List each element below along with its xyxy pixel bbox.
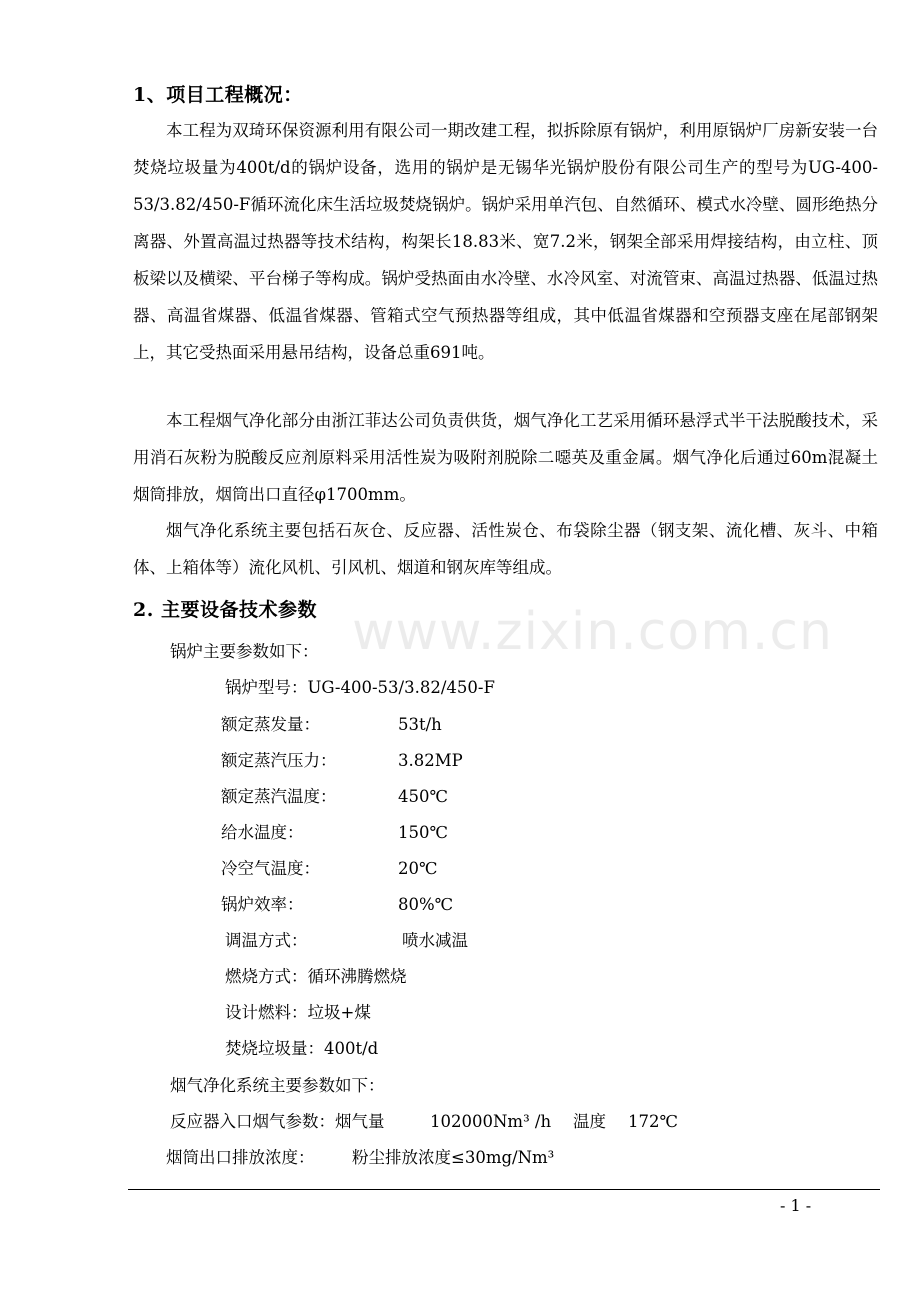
param-label: 调温方式： (225, 931, 308, 950)
boiler-model: 锅炉型号：UG-400-53/3.82/450-F (225, 678, 495, 697)
param-value: 20℃ (398, 859, 438, 878)
section-2-heading: 2. 主要设备技术参数 (133, 599, 317, 621)
param-value: 450℃ (398, 787, 448, 806)
param-label: 锅炉效率： (221, 895, 304, 914)
reactor-temp-label: 温度 (573, 1112, 606, 1131)
param-label: 给水温度： (221, 823, 304, 842)
param-value: 喷水减温 (402, 931, 468, 950)
param-label: 额定蒸汽温度： (221, 787, 337, 806)
reactor-label: 反应器入口烟气参数：烟气量 (170, 1112, 385, 1131)
param-value: 80%℃ (398, 895, 454, 914)
section-1-heading: 1、项目工程概况： (133, 84, 303, 106)
param-value: 3.82MP (398, 751, 463, 770)
reactor-flow: 102000Nm³ /h (430, 1112, 552, 1131)
param-label: 额定蒸汽压力： (221, 751, 337, 770)
param-label: 冷空气温度： (221, 859, 320, 878)
watermark: www.zixin.com.cn (352, 602, 833, 662)
combustion-method: 燃烧方式：循环沸腾燃烧 (225, 967, 407, 986)
flue-params-intro: 烟气净化系统主要参数如下： (170, 1076, 385, 1095)
param-label: 额定蒸发量： (221, 715, 320, 734)
stack-value: 粉尘排放浓度≤30mg/Nm³ (352, 1148, 555, 1167)
param-value: 150℃ (398, 823, 448, 842)
paragraph-flue-system: 烟气净化系统主要包括石灰仓、反应器、活性炭仓、布袋除尘器（钢支架、流化槽、灰斗、中箱体、上箱体等）流化风机、引风机、烟道和钢灰库等组成。 (133, 521, 878, 577)
design-fuel: 设计燃料：垃圾+煤 (225, 1003, 371, 1022)
stack-label: 烟筒出口排放浓度： (166, 1148, 315, 1167)
paragraph-boiler-overview: 本工程为双琦环保资源利用有限公司一期改建工程，拟拆除原有锅炉，利用原锅炉厂房新安装一台焚烧垃圾量为400t/d的锅炉设备，选用的锅炉是无锡华光锅炉股份有限公司生产的型号为UG-400-53/3.82/450-F循环流化床生活垃圾焚烧锅炉。锅炉采用单汽包、自然循环、模式水冷壁、圆形绝热分离器、外置高温过热器等技术结构，构架长18.83米、宽7.2米，钢架全部采用焊接结构，由立柱、顶板梁以及横梁、平台梯子等构成。锅炉受热面由水冷壁、水冷风室、对流管束、高温过热器、低温过热器、高温省煤器、低温省煤器、管箱式空气预热器等组成，其中低温省煤器和空预器支座在尾部钢架上，其它受热面采用悬吊结构，设备总重691吨。 (133, 121, 878, 362)
page-number: - 1 - (780, 1196, 812, 1215)
reactor-temp: 172℃ (628, 1112, 678, 1131)
param-value: 53t/h (398, 715, 442, 734)
paragraph-flue-gas: 本工程烟气净化部分由浙江菲达公司负责供货，烟气净化工艺采用循环悬浮式半干法脱酸技术，采用消石灰粉为脱酸反应剂原料采用活性炭为吸附剂脱除二噁英及重金属。烟气净化后通过60m混凝土烟筒排放，烟筒出口直径φ1700mm。 (133, 411, 878, 504)
boiler-params-intro: 锅炉主要参数如下： (170, 642, 319, 661)
burn-amount: 焚烧垃圾量：400t/d (225, 1039, 379, 1058)
footer-rule (128, 1189, 880, 1190)
